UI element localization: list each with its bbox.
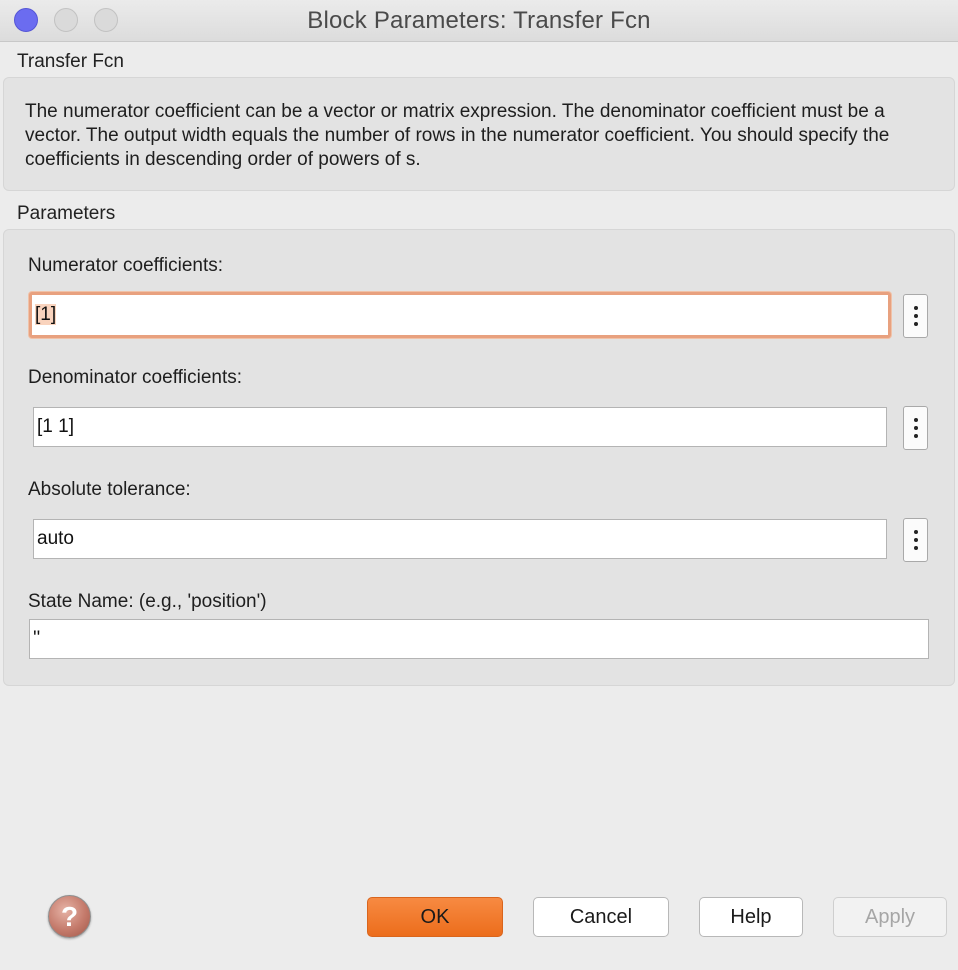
- numerator-more-button[interactable]: [903, 294, 928, 338]
- block-type-label: Transfer Fcn: [17, 51, 124, 72]
- abs-tolerance-more-button[interactable]: [903, 518, 928, 562]
- apply-button: Apply: [833, 897, 947, 937]
- numerator-input[interactable]: [29, 292, 891, 338]
- help-question-icon[interactable]: ?: [48, 895, 91, 938]
- title-bar: [0, 0, 958, 42]
- description-panel: [3, 77, 955, 191]
- denominator-label: Denominator coefficients:: [28, 367, 243, 388]
- window-title: Block Parameters: Transfer Fcn: [307, 7, 651, 34]
- denominator-value: [1 1]: [37, 416, 74, 437]
- state-name-value: '': [33, 628, 41, 649]
- abs-tolerance-input[interactable]: [33, 519, 887, 559]
- abs-tolerance-label: Absolute tolerance:: [28, 479, 191, 500]
- help-button[interactable]: Help: [699, 897, 803, 937]
- state-name-input[interactable]: [29, 619, 929, 659]
- numerator-value: [1]: [35, 304, 57, 325]
- ok-button[interactable]: OK: [367, 897, 503, 937]
- parameters-label: Parameters: [17, 203, 116, 224]
- more-dots-icon: [914, 530, 918, 534]
- numerator-label: Numerator coefficients:: [28, 255, 224, 276]
- more-dots-icon: [914, 306, 918, 310]
- abs-tolerance-value: auto: [37, 528, 74, 549]
- denominator-input[interactable]: [33, 407, 887, 447]
- denominator-more-button[interactable]: [903, 406, 928, 450]
- more-dots-icon: [914, 418, 918, 422]
- cancel-button[interactable]: Cancel: [533, 897, 669, 937]
- state-name-label: State Name: (e.g., 'position'): [28, 591, 267, 612]
- block-description: The numerator coefficient can be a vector or matrix expression. The denominator coefficient must be a vector. The output width equals the number of rows in the numerator coefficient. You should specify the coefficients in descending order of powers of s.: [25, 101, 890, 170]
